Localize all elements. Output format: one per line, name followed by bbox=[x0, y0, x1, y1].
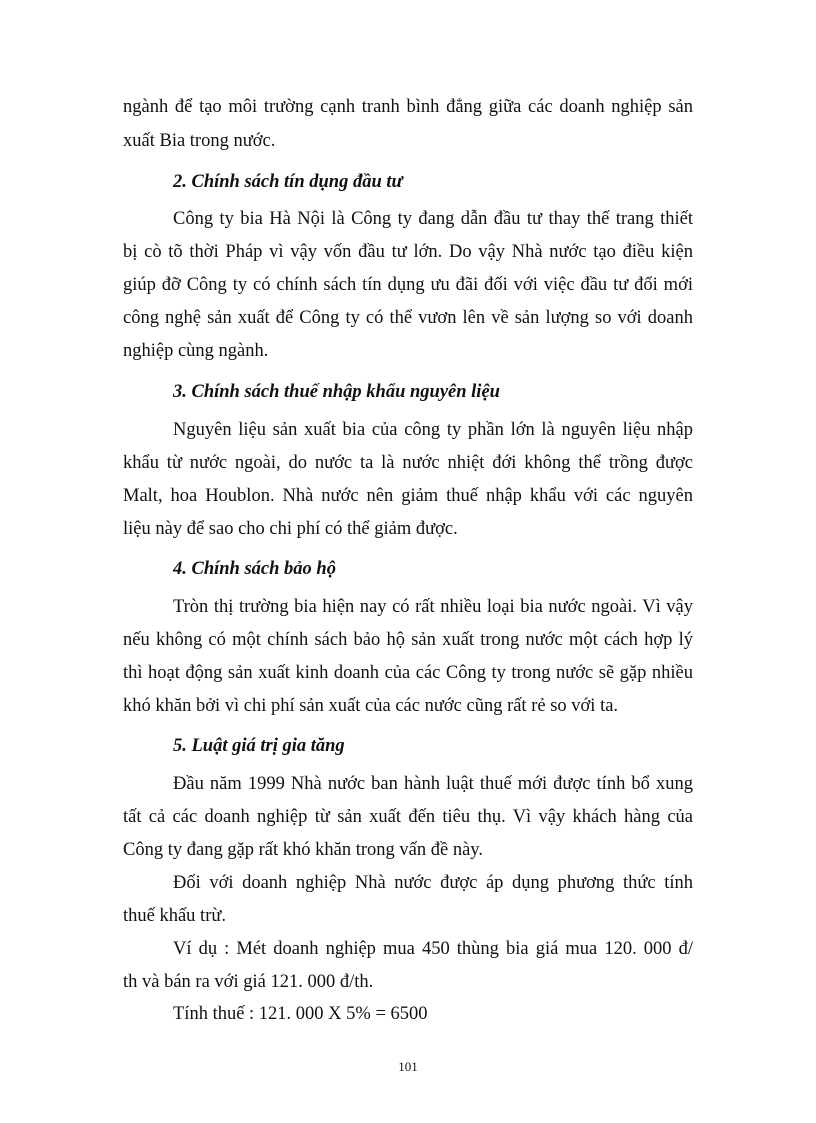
body-text-line: Nguyên liệu sản xuất bia của công ty phần lớn là nguyên liệu nhập bbox=[173, 420, 693, 440]
body-text-line: bị cò tõ thời Pháp vì vậy vốn đầu tư lớn. Do vậy Nhà nước tạo điều kiện bbox=[123, 242, 693, 262]
body-text-line: thuế khấu trừ. bbox=[123, 906, 227, 926]
section-heading: 5. Luật giá trị gia tăng bbox=[173, 736, 345, 756]
body-text-line: Công ty bia Hà Nội là Công ty đang dẫn đầu tư thay thế trang thiết bbox=[173, 209, 693, 229]
body-text-line: khó khăn bởi vì chi phí sản xuất của các nước cũng rất rẻ so với ta. bbox=[123, 696, 619, 716]
body-text-line: Đầu năm 1999 Nhà nước ban hành luật thuế mới được tính bổ xung bbox=[173, 774, 693, 794]
page-number: 101 bbox=[398, 1059, 418, 1074]
body-text-line: Tròn thị trường bia hiện nay có rất nhiều loại bia nước ngoài. Vì vậy bbox=[173, 597, 693, 617]
section-heading: 4. Chính sách bảo hộ bbox=[173, 559, 336, 579]
body-text-line: nghiệp cùng ngành. bbox=[123, 341, 269, 361]
body-text-line: Ví dụ : Mét doanh nghiệp mua 450 thùng bia giá mua 120. 000 đ/ bbox=[173, 939, 693, 959]
body-text-line: Đối với doanh nghiệp Nhà nước được áp dụng phương thức tính bbox=[173, 873, 693, 893]
body-text-line: nếu không có một chính sách bảo hộ sản xuất trong nước một cách hợp lý bbox=[123, 630, 693, 650]
body-text-line: ngành để tạo môi trường cạnh tranh bình đẳng giữa các doanh nghiệp sản bbox=[123, 97, 693, 117]
body-text-line: Công ty đang gặp rất khó khăn trong vấn đề này. bbox=[123, 840, 483, 860]
body-text-line: liệu này để sao cho chi phí có thể giảm được. bbox=[123, 519, 458, 539]
section-heading: 2. Chính sách tín dụng đầu tư bbox=[173, 172, 403, 192]
body-text-line: xuất Bia trong nước. bbox=[123, 131, 276, 151]
body-text-line: th và bán ra với giá 121. 000 đ/th. bbox=[123, 972, 374, 992]
body-text-line: Tính thuế : 121. 000 X 5% = 6500 bbox=[173, 1004, 428, 1024]
section-heading: 3. Chính sách thuế nhập khẩu nguyên liệu bbox=[173, 382, 500, 402]
body-text-line: Malt, hoa Houblon. Nhà nước nên giảm thuế nhập khẩu với các nguyên bbox=[123, 486, 693, 506]
body-text-line: giúp đỡ Công ty có chính sách tín dụng ưu đãi đối với việc đầu tư đổi mới bbox=[123, 275, 693, 295]
body-text-line: công nghệ sản xuất để Công ty có thể vươn lên về sản lượng so với doanh bbox=[123, 308, 693, 328]
body-text-line: tất cả các doanh nghiệp từ sản xuất đến tiêu thụ. Vì vậy khách hàng của bbox=[123, 807, 693, 827]
body-text-line: khẩu từ nước ngoài, do nước ta là nước nhiệt đới không thể trồng được bbox=[123, 453, 693, 473]
body-text-line: thì hoạt động sản xuất kinh doanh của các Công ty trong nước sẽ gặp nhiều bbox=[123, 663, 693, 683]
